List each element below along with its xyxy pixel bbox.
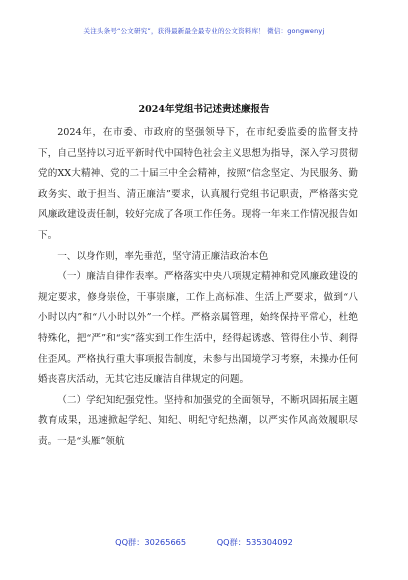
footer-contact: [0, 537, 408, 548]
section-heading-1: 一、以身作则，率先垂范，坚守清正廉洁政治本色: [57, 250, 269, 262]
paragraph-subsection-2: （二）学纪知纪强党性。坚持和加强党的全面领导，不断巩固拓展主题教育成果，迅速掀起学纪、知纪、明纪守纪热潮，以严实作风高效履职尽责。一是“头雁”领航: [38, 394, 358, 447]
paragraph-intro: 2024年，在市委、市政府的坚强领导下，在市纪委监委的监督支持下，自己坚持以习近平新时代中国特色社会主义思想为指导，深入学习贯彻党的XX大精神、党的二十届三中全会精神，按照“信念坚定、为民服务、勤政务实、敢于担当、清正廉洁”要求，认真履行党组书记职责，严格落实党风廉政建设责任制，较好完成了各项工作任务。现将一年来工作情况报告如下。: [38, 127, 358, 241]
document-title: 2024年党组书记述责述廉报告: [138, 104, 270, 115]
document-body: [38, 123, 358, 453]
footer-qq-group-2: QQ群：535304092: [216, 537, 293, 547]
header-banner: 关注头条号“公文研究”，获得最新最全最专业的公文资料库！ 微信：gongwenyj: [83, 27, 325, 35]
footer-qq-group-1: QQ群：30265665: [115, 537, 187, 547]
paragraph-subsection-1: （一）廉洁自律作表率。严格落实中央八项规定精神和党风廉政建设的规定要求，修身崇俭，干事崇廉，工作上高标准、生活上严要求，做到“八小时以内”和“八小时以外”一个样。严格亲属管理，始终保持平常心，杜绝特殊化，把“严”和“实”落实到工作生活中，经得起诱惑、管得住小节、剎得住歪风。严格执行重大事项报告制度，未参与出国境学习考察，未操办任何婚丧喜庆活动，无其它违反廉洁自律规定的问题。: [38, 271, 358, 386]
